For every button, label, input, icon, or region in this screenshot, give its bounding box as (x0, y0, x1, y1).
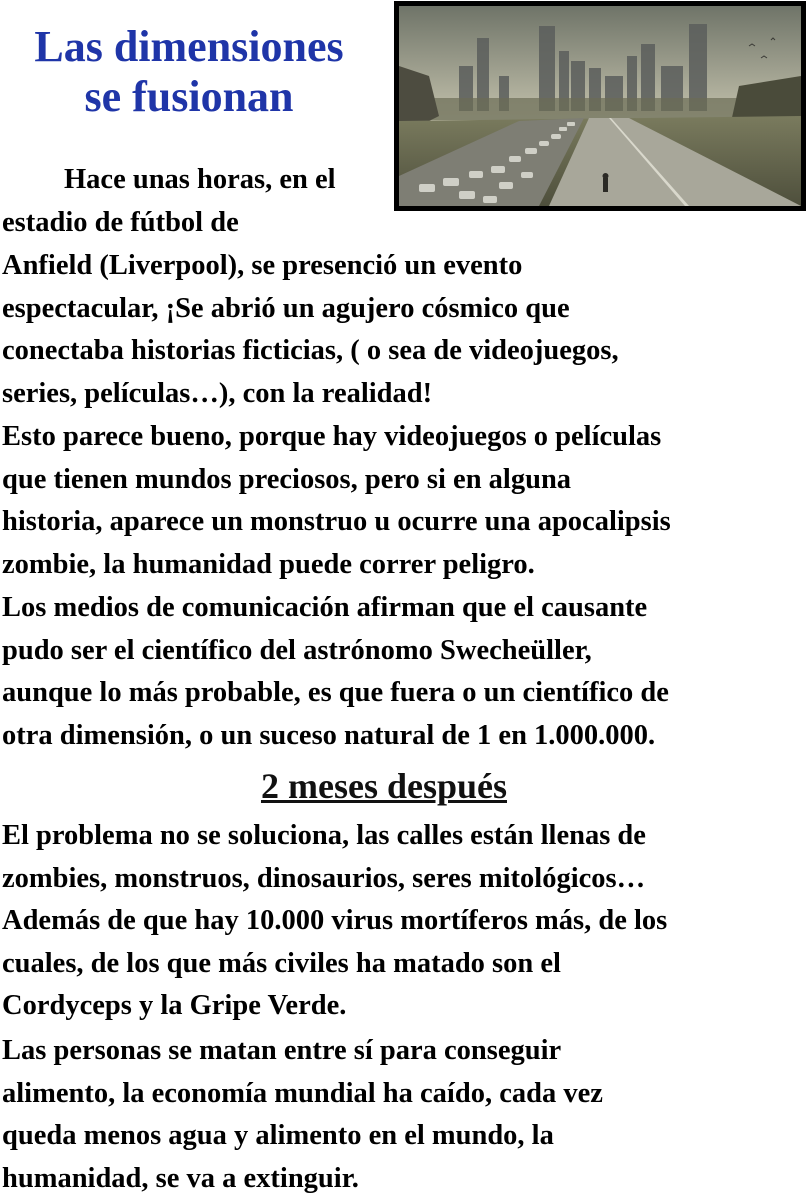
paragraph-line: aunque lo más probable, es que fuera o un científico de (2, 677, 669, 709)
paragraph-line: que tienen mundos preciosos, pero si en alguna (2, 463, 572, 495)
paragraph-line: Esto parece bueno, porque hay videojuegos o películas (2, 421, 662, 452)
paragraph-3 (2, 587, 669, 757)
paragraph-line: humanidad, se va a extinguir. (2, 1162, 359, 1194)
paragraph-line: Anfield (Liverpool), se presenció un evento (2, 250, 523, 281)
paragraph-1 (2, 245, 619, 415)
paragraph-line: historia, aparece un monstruo u ocurre una apocalipsis (2, 506, 671, 538)
paragraph-line: cuales, de los que más civiles ha matado son el (2, 947, 561, 979)
paragraph-line: queda menos agua y alimento en el mundo, la (2, 1120, 554, 1152)
intro-line-1: Hace unas horas, en el (64, 164, 336, 195)
section-subheading: 2 meses después (260, 766, 507, 806)
paragraph-line: espectacular, ¡Se abrió un agujero cósmico que (2, 292, 570, 324)
title-line-1: Las dimensiones (34, 22, 344, 71)
paragraph-line: Las personas se matan entre sí para conseguir (2, 1035, 562, 1066)
paragraph-line: otra dimensión, o un suceso natural de 1 en 1.000.000. (2, 719, 656, 751)
paragraph-line: Además de que hay 10.000 virus mortíferos más, de los (2, 905, 668, 937)
city-highway-illustration (399, 6, 801, 206)
paragraph-line: series, películas…), con la realidad! (2, 377, 433, 409)
intro-line-2: estadio de fútbol de (2, 206, 239, 238)
intro-paragraph (2, 159, 336, 244)
paragraph-line: pudo ser el científico del astrónomo Swecheüller, (2, 634, 592, 666)
paragraph-5 (2, 1030, 603, 1200)
paragraph-line: zombies, monstruos, dinosaurios, seres mitológicos… (2, 862, 646, 894)
paragraph-2 (2, 416, 671, 586)
paragraph-line: alimento, la economía mundial ha caído, cada vez (2, 1077, 603, 1109)
paragraph-line: El problema no se soluciona, las calles están llenas de (2, 820, 646, 851)
paragraph-line: conectaba historias ficticias, ( o sea de videojuegos, (2, 335, 619, 367)
city-highway-photo (394, 1, 806, 211)
paragraph-4 (2, 815, 667, 1028)
paragraph-line: Cordyceps y la Gripe Verde. (2, 990, 347, 1022)
paragraph-line: Los medios de comunicación afirman que el causante (2, 592, 648, 623)
paragraph-line: zombie, la humanidad puede correr peligro. (2, 548, 535, 580)
article-title (0, 22, 378, 122)
title-line-2: se fusionan (84, 72, 294, 121)
